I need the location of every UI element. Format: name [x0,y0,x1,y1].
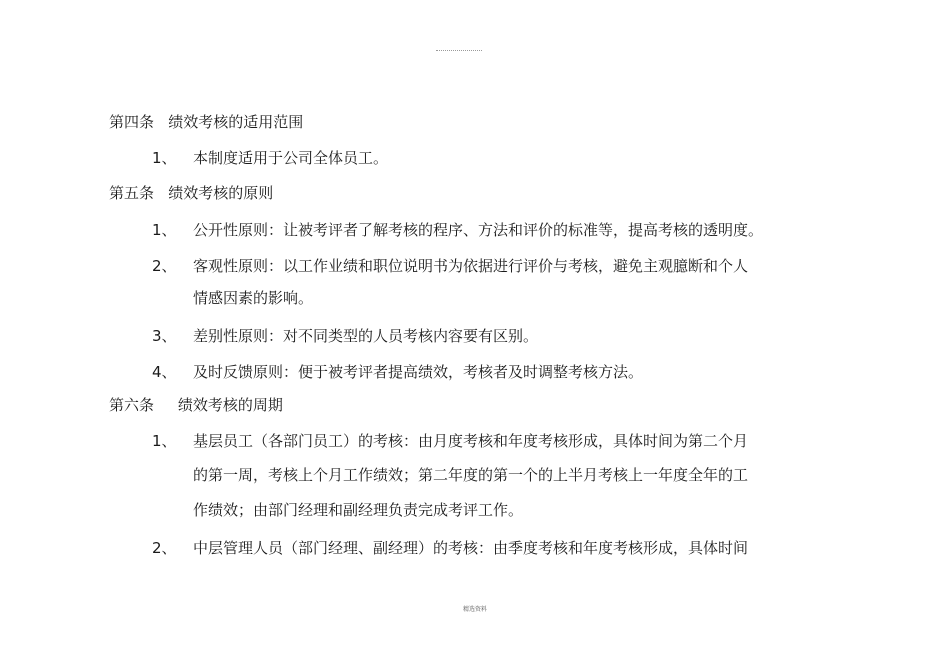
article-4-item-1-number: 1、 [152,149,177,167]
article-6-item-1-text-line-2: 的第一周，考核上个月工作绩效；第二年度的第一个的上半月考核上一年度全年的工 [193,466,749,484]
article-6-item-1-text-line-3: 作绩效；由部门经理和副经理负责完成考评工作。 [193,501,524,519]
article-5-item-2-text-line-1: 客观性原则：以工作业绩和职位说明书为依据进行评价与考核，避免主观臆断和个人 [193,257,749,275]
article-6-item-1-text-line-1: 基层员工（各部门员工）的考核：由月度考核和年度考核形成，具体时间为第二个月 [193,432,749,450]
article-5-item-4-number: 4、 [152,363,177,381]
article-5-item-3-number: 3、 [152,327,177,345]
article-5-item-1-number: 1、 [152,221,177,239]
article-5-item-2-number: 2、 [152,257,177,275]
article-5-item-2-text-line-2: 情感因素的影响。 [193,289,314,307]
article-6-item-2-text-line-1: 中层管理人员（部门经理、副经理）的考核：由季度考核和年度考核形成，具体时间 [193,539,749,557]
article-5-heading: 第五条 绩效考核的原则 [109,184,274,202]
article-5-item-1-text: 公开性原则：让被考评者了解考核的程序、方法和评价的标准等，提高考核的透明度。 [193,221,764,239]
page-footer: 精选资料 [462,606,487,613]
article-6-item-2-number: 2、 [152,539,177,557]
article-6-heading: 第六条 绩效考核的周期 [109,396,283,414]
article-5-item-3-text: 差别性原则：对不同类型的人员考核内容要有区别。 [193,327,539,345]
header-dotted-rule [436,50,482,51]
article-6-item-1-number: 1、 [152,432,177,450]
article-5-item-4-text: 及时反馈原则：便于被考评者提高绩效，考核者及时调整考核方法。 [193,363,644,381]
article-4-heading: 第四条 绩效考核的适用范围 [109,113,304,131]
article-4-item-1-text: 本制度适用于公司全体员工。 [193,149,389,167]
